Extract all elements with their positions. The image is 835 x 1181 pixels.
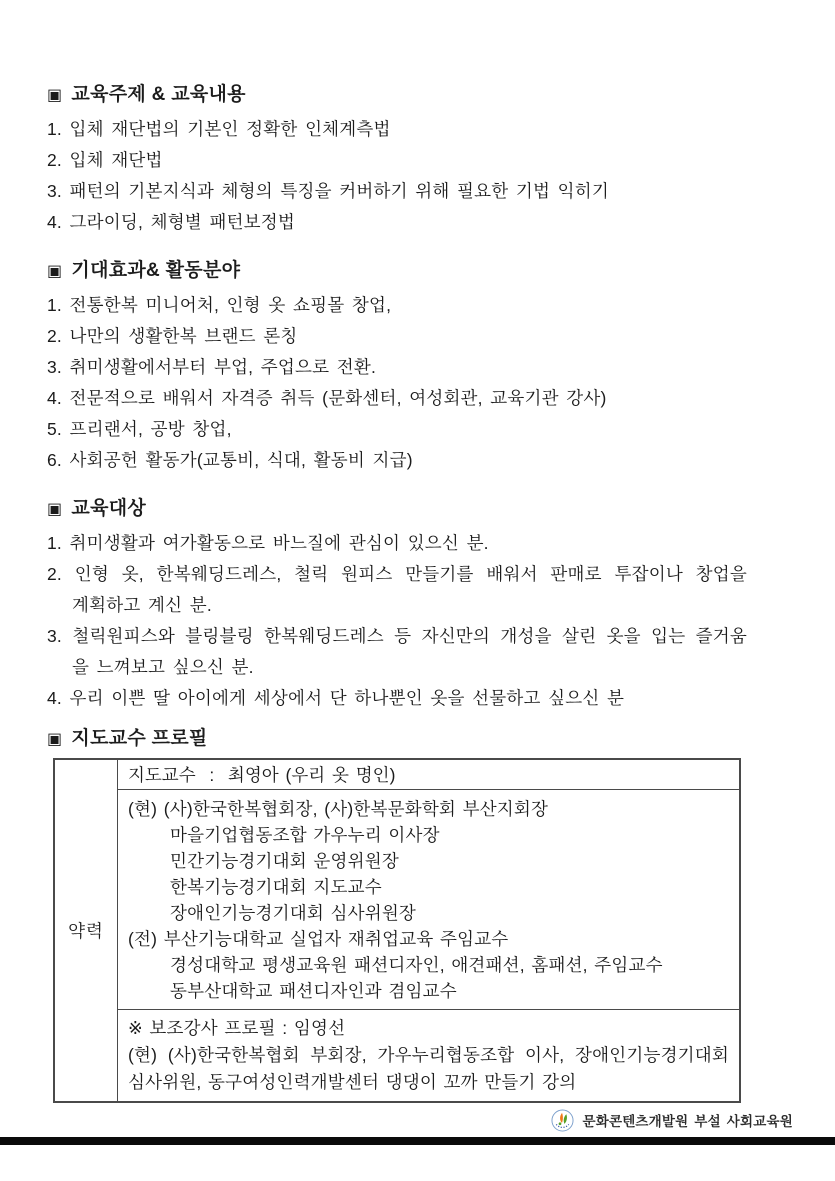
career-line: 한복기능경기대회 지도교수 (170, 877, 382, 897)
table-row (54, 1010, 740, 1103)
section-title: 교육대상 (71, 498, 147, 519)
section-title: 교육주제 & 교육내용 (71, 84, 246, 105)
sections (47, 82, 747, 714)
list-item-line: 5. 프리랜서, 공방 창업, (47, 419, 232, 439)
list-item-line: 4. 그라이딩, 체형별 패턴보정법 (47, 212, 296, 232)
list-item-line: 2. 나만의 생활한복 브랜드 론칭 (47, 326, 298, 346)
section-header (47, 496, 747, 522)
career-line: (전) 부산기능대학교 실업자 재취업교육 주임교수 (128, 929, 509, 949)
list-item-line: 을 느껴보고 싶으신 분. (72, 657, 254, 677)
footer (0, 1106, 793, 1134)
section-header (47, 726, 747, 752)
assistant-profile-cell (118, 1010, 741, 1103)
list-item-line: 1. 입체 재단법의 기본인 정확한 인체계측법 (47, 119, 391, 139)
list-item-line: 3. 철릭원피스와 블링블링 한복웨딩드레스 등 자신만의 개성을 살린 옷을 입는 즐거움 (47, 626, 747, 646)
square-bullet-icon: ▣ (47, 501, 63, 518)
section-header (47, 82, 747, 108)
career-line: 장애인기능경기대회 심사위원장 (170, 903, 417, 923)
list-item-line: 2. 인형 옷, 한복웨딩드레스, 철릭 원피스 만들기를 배워서 판매로 투잡이나 창업을 (47, 564, 747, 584)
list-item-line: 4. 전문적으로 배워서 자격증 취득 (문화센터, 여성회관, 교육기관 강사) (47, 388, 607, 408)
career-line: 경성대학교 평생교육원 패션디자인, 애견패션, 홈패션, 주임교수 (170, 955, 663, 975)
career-line: 동부산대학교 패션디자인과 겸임교수 (170, 981, 457, 1001)
section-item-list (47, 528, 747, 714)
section-target (47, 496, 747, 714)
square-bullet-icon: ▣ (47, 87, 63, 104)
list-item-line: 1. 전통한복 미니어처, 인형 옷 쇼핑몰 창업, (47, 295, 392, 315)
list-item-line: 1. 취미생활과 여가활동으로 바느질에 관심이 있으신 분. (47, 533, 489, 553)
section-title: 지도교수 프로필 (71, 728, 208, 749)
section-item-list (47, 114, 747, 238)
assistant-line: (현) (사)한국한복협회 부회장, 가우누리협동조합 이사, 장애인기능경기대회 심사위원, 동구여성인력개발센터 댕댕이 꼬까 만들기 강의 (128, 1045, 729, 1092)
org-logo-icon (551, 1109, 574, 1132)
square-bullet-icon: ▣ (47, 731, 63, 748)
career-line: 민간기능경기대회 운영위원장 (170, 851, 399, 871)
list-item-line: 4. 우리 이쁜 딸 아이에게 세상에서 단 하나뿐인 옷을 선물하고 싶으신 분 (47, 688, 625, 708)
footer-org-label: 문화콘텐츠개발원 부설 사회교육원 (582, 1114, 793, 1129)
list-item-line: 3. 취미생활에서부터 부업, 주업으로 전환. (47, 357, 377, 377)
section-title: 기대효과& 활동분야 (71, 260, 241, 281)
assistant-line: ※ 보조강사 프로필 : 임영선 (128, 1018, 346, 1038)
section-effects (47, 258, 747, 476)
table-row (54, 790, 740, 1010)
professor-profile-table (53, 758, 741, 1103)
career-line: 마을기업협동조합 가우누리 이사장 (170, 825, 440, 845)
professor-name-cell: 지도교수 : 최영아 (우리 옷 명인) (118, 759, 741, 790)
table-row (54, 759, 740, 790)
square-bullet-icon: ▣ (47, 263, 63, 280)
section-item-list (47, 290, 747, 476)
list-item-line: 6. 사회공헌 활동가(교통비, 식대, 활동비 지급) (47, 450, 413, 470)
footer-divider-bar (0, 1137, 835, 1145)
list-item-line: 3. 패턴의 기본지식과 체형의 특징을 커버하기 위해 필요한 기법 익히기 (47, 181, 609, 201)
section-professor-profile (47, 726, 747, 1103)
career-label-cell: 약력 (54, 759, 118, 1102)
career-line: (현) (사)한국한복협회장, (사)한복문화학회 부산지회장 (128, 799, 549, 819)
career-history-cell (118, 790, 741, 1010)
list-item-line: 2. 입체 재단법 (47, 150, 163, 170)
list-item-line: 계획하고 계신 분. (72, 595, 212, 615)
section-header (47, 258, 747, 284)
section-topic (47, 82, 747, 238)
